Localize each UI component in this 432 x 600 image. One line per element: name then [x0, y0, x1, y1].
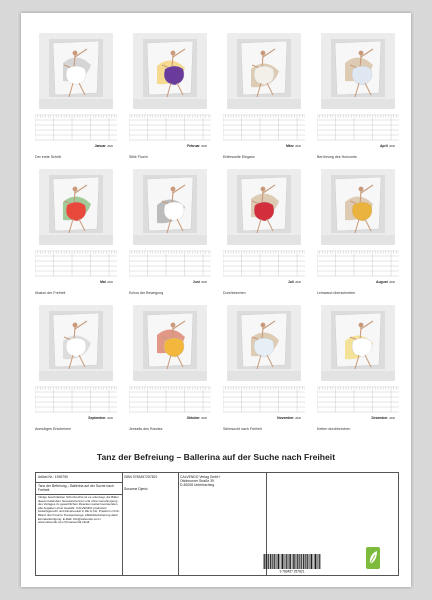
month-cell [129, 169, 211, 299]
month-year: 2026 [389, 417, 395, 420]
calendar-grid [129, 249, 211, 279]
month-year: 2026 [295, 145, 301, 148]
month-name: April [379, 144, 388, 148]
month-name: Juli [287, 280, 294, 284]
month-name: Dezember [371, 416, 388, 420]
calendar-grid [129, 385, 211, 415]
article-number: Artikel-Nr.: 1935750 [38, 475, 68, 479]
calendar-grid [35, 385, 117, 415]
month-label [187, 144, 207, 148]
calendar-title: Tanz der Befreiung – Ballerina auf der Suche nach Freiheit [96, 452, 336, 462]
month-name: September [88, 416, 106, 420]
product-title: Tanz der Befreiung – Ballerina auf der Suche nach Freiheit [38, 484, 114, 493]
barcode-bar [290, 554, 291, 569]
barcode-bar [293, 554, 294, 569]
month-caption: Der erste Schritt [35, 155, 61, 159]
ballerina-image [321, 33, 395, 109]
calendar-grid [317, 113, 399, 143]
barcode-bar [307, 554, 308, 569]
calendar-back-sheet [21, 13, 411, 587]
barcode-bar [266, 554, 267, 569]
ballerina-image [321, 305, 395, 381]
info-column-left [36, 473, 123, 575]
month-name: Juni [192, 280, 200, 284]
calendar-grid [129, 113, 211, 143]
divider [36, 482, 122, 483]
ballerina-image [227, 33, 301, 109]
leaf-badge-icon [366, 547, 380, 569]
month-label [88, 416, 113, 420]
month-year: 2026 [201, 145, 207, 148]
month-caption: Leinwand überschreiten [317, 291, 356, 295]
month-year: 2026 [201, 417, 207, 420]
month-label [95, 144, 113, 148]
barcode-bar [299, 554, 300, 569]
publisher-city: D-82008 Unterhaching [180, 483, 215, 487]
month-name: Mai [100, 280, 106, 284]
month-label [288, 280, 301, 284]
barcode-bar [310, 554, 311, 569]
ballerina-image [39, 169, 113, 245]
ballerina-image [133, 305, 207, 381]
month-caption: Echos der Bewegung [129, 291, 164, 295]
ballerina-image [133, 169, 207, 245]
barcode-bar [274, 554, 275, 569]
barcode-number: 9 783457 257821 [279, 569, 305, 573]
month-cell [129, 305, 211, 435]
barcode-bar [277, 554, 278, 569]
ballerina-image [227, 305, 301, 381]
legal-text: Infolge beschränkter Schutzrechte ist es untersagt, die Bilder dieses Kalenders herauszutrennen und ohne Genehmigung des Verlages zu gewerblichen Zwecken weiterzuverwenden. Alle Angaben ohne Gewähr. CALVENDO produziert bedarfsgerecht und klimaneutral in DE & CH. Preisform CO2-Bilanz durch kurze Transportwege. Abfall-Reduzierung dank Einzelanfertigung. E-Mail: info@calvendo.com / www.calvendo.com Klimaneutral Inhalt [38, 495, 120, 525]
month-caption: Durchbrechen [223, 291, 246, 295]
month-name: Januar [94, 144, 106, 148]
barcode-bar [285, 554, 286, 569]
month-cell [129, 33, 211, 163]
ballerina-image [227, 169, 301, 245]
month-label [376, 280, 395, 284]
month-label [277, 416, 301, 420]
month-caption: Ketten durchbrechen [317, 427, 351, 431]
month-caption: Illusion der Freiheit [35, 291, 66, 295]
calendar-grid [223, 385, 305, 415]
month-label [380, 144, 395, 148]
month-name: Oktober [186, 416, 200, 420]
isbn: ISBN 9783457257821 [124, 475, 158, 479]
month-year: 2026 [107, 417, 113, 420]
barcode-bar [289, 554, 290, 569]
month-cell [35, 33, 117, 163]
barcode-bar [314, 554, 315, 569]
barcode-bar [268, 554, 269, 569]
month-year: 2026 [295, 417, 301, 420]
month-caption: Berührung des Horizonts [317, 155, 357, 159]
calendar-grid [223, 249, 305, 279]
calendar-grid [35, 113, 117, 143]
barcode-bar [278, 554, 279, 569]
info-column-isbn [122, 473, 179, 575]
ballerina-image [39, 305, 113, 381]
ballerina-image [39, 33, 113, 109]
barcode-bar [319, 554, 320, 569]
barcode-bar [303, 554, 304, 569]
month-year: 2026 [389, 281, 395, 284]
barcode-bar [264, 554, 265, 569]
month-year: 2026 [295, 281, 301, 284]
month-caption: Stille Flucht [129, 155, 148, 159]
calendar-grid [317, 385, 399, 415]
month-name: November [277, 416, 294, 420]
month-year: 2026 [107, 281, 113, 284]
month-label [286, 144, 301, 148]
month-grid [35, 33, 399, 435]
publisher-street: Ottobrunner Straße 39 [180, 479, 214, 483]
month-name: Februar [187, 144, 200, 148]
month-caption: Sehnsucht nach Freiheit [223, 427, 262, 431]
month-cell [317, 305, 399, 435]
barcode-bar [301, 554, 302, 569]
month-caption: Jenseits des Randes [129, 427, 163, 431]
month-year: 2026 [389, 145, 395, 148]
barcode-bar [315, 554, 316, 569]
month-year: 2026 [201, 281, 207, 284]
month-caption: Entfesselte Eleganz [223, 155, 255, 159]
month-label [187, 416, 207, 420]
publisher-name: CALVENDO Verlag GmbH [180, 475, 220, 479]
barcode-bar [311, 554, 312, 569]
calendar-grid [35, 249, 117, 279]
barcode [261, 553, 323, 573]
month-label [372, 416, 396, 420]
barcode-bar [281, 554, 282, 569]
month-cell [35, 305, 117, 435]
month-year: 2026 [107, 145, 113, 148]
month-label [193, 280, 207, 284]
month-label [100, 280, 113, 284]
calendar-grid [317, 249, 399, 279]
month-cell [223, 169, 305, 299]
author: Susanne Djenic [124, 487, 148, 491]
ballerina-image [321, 169, 395, 245]
barcode-bar [305, 554, 306, 569]
barcode-bar [286, 554, 287, 569]
calendar-grid [223, 113, 305, 143]
ballerina-image [133, 33, 207, 109]
barcode-bar [318, 554, 319, 569]
barcode-bar [294, 554, 295, 569]
info-panel [35, 472, 399, 576]
month-cell [317, 33, 399, 163]
month-name: März [285, 144, 294, 148]
month-cell [35, 169, 117, 299]
barcode-bar [297, 554, 298, 569]
info-column-publisher [178, 473, 267, 575]
month-cell [223, 33, 305, 163]
month-cell [223, 305, 305, 435]
month-name: August [376, 280, 388, 284]
barcode-bar [272, 554, 273, 569]
barcode-bar [270, 554, 271, 569]
month-cell [317, 169, 399, 299]
month-caption: Anmutiges Erscheinen [35, 427, 71, 431]
barcode-bar [282, 554, 283, 569]
